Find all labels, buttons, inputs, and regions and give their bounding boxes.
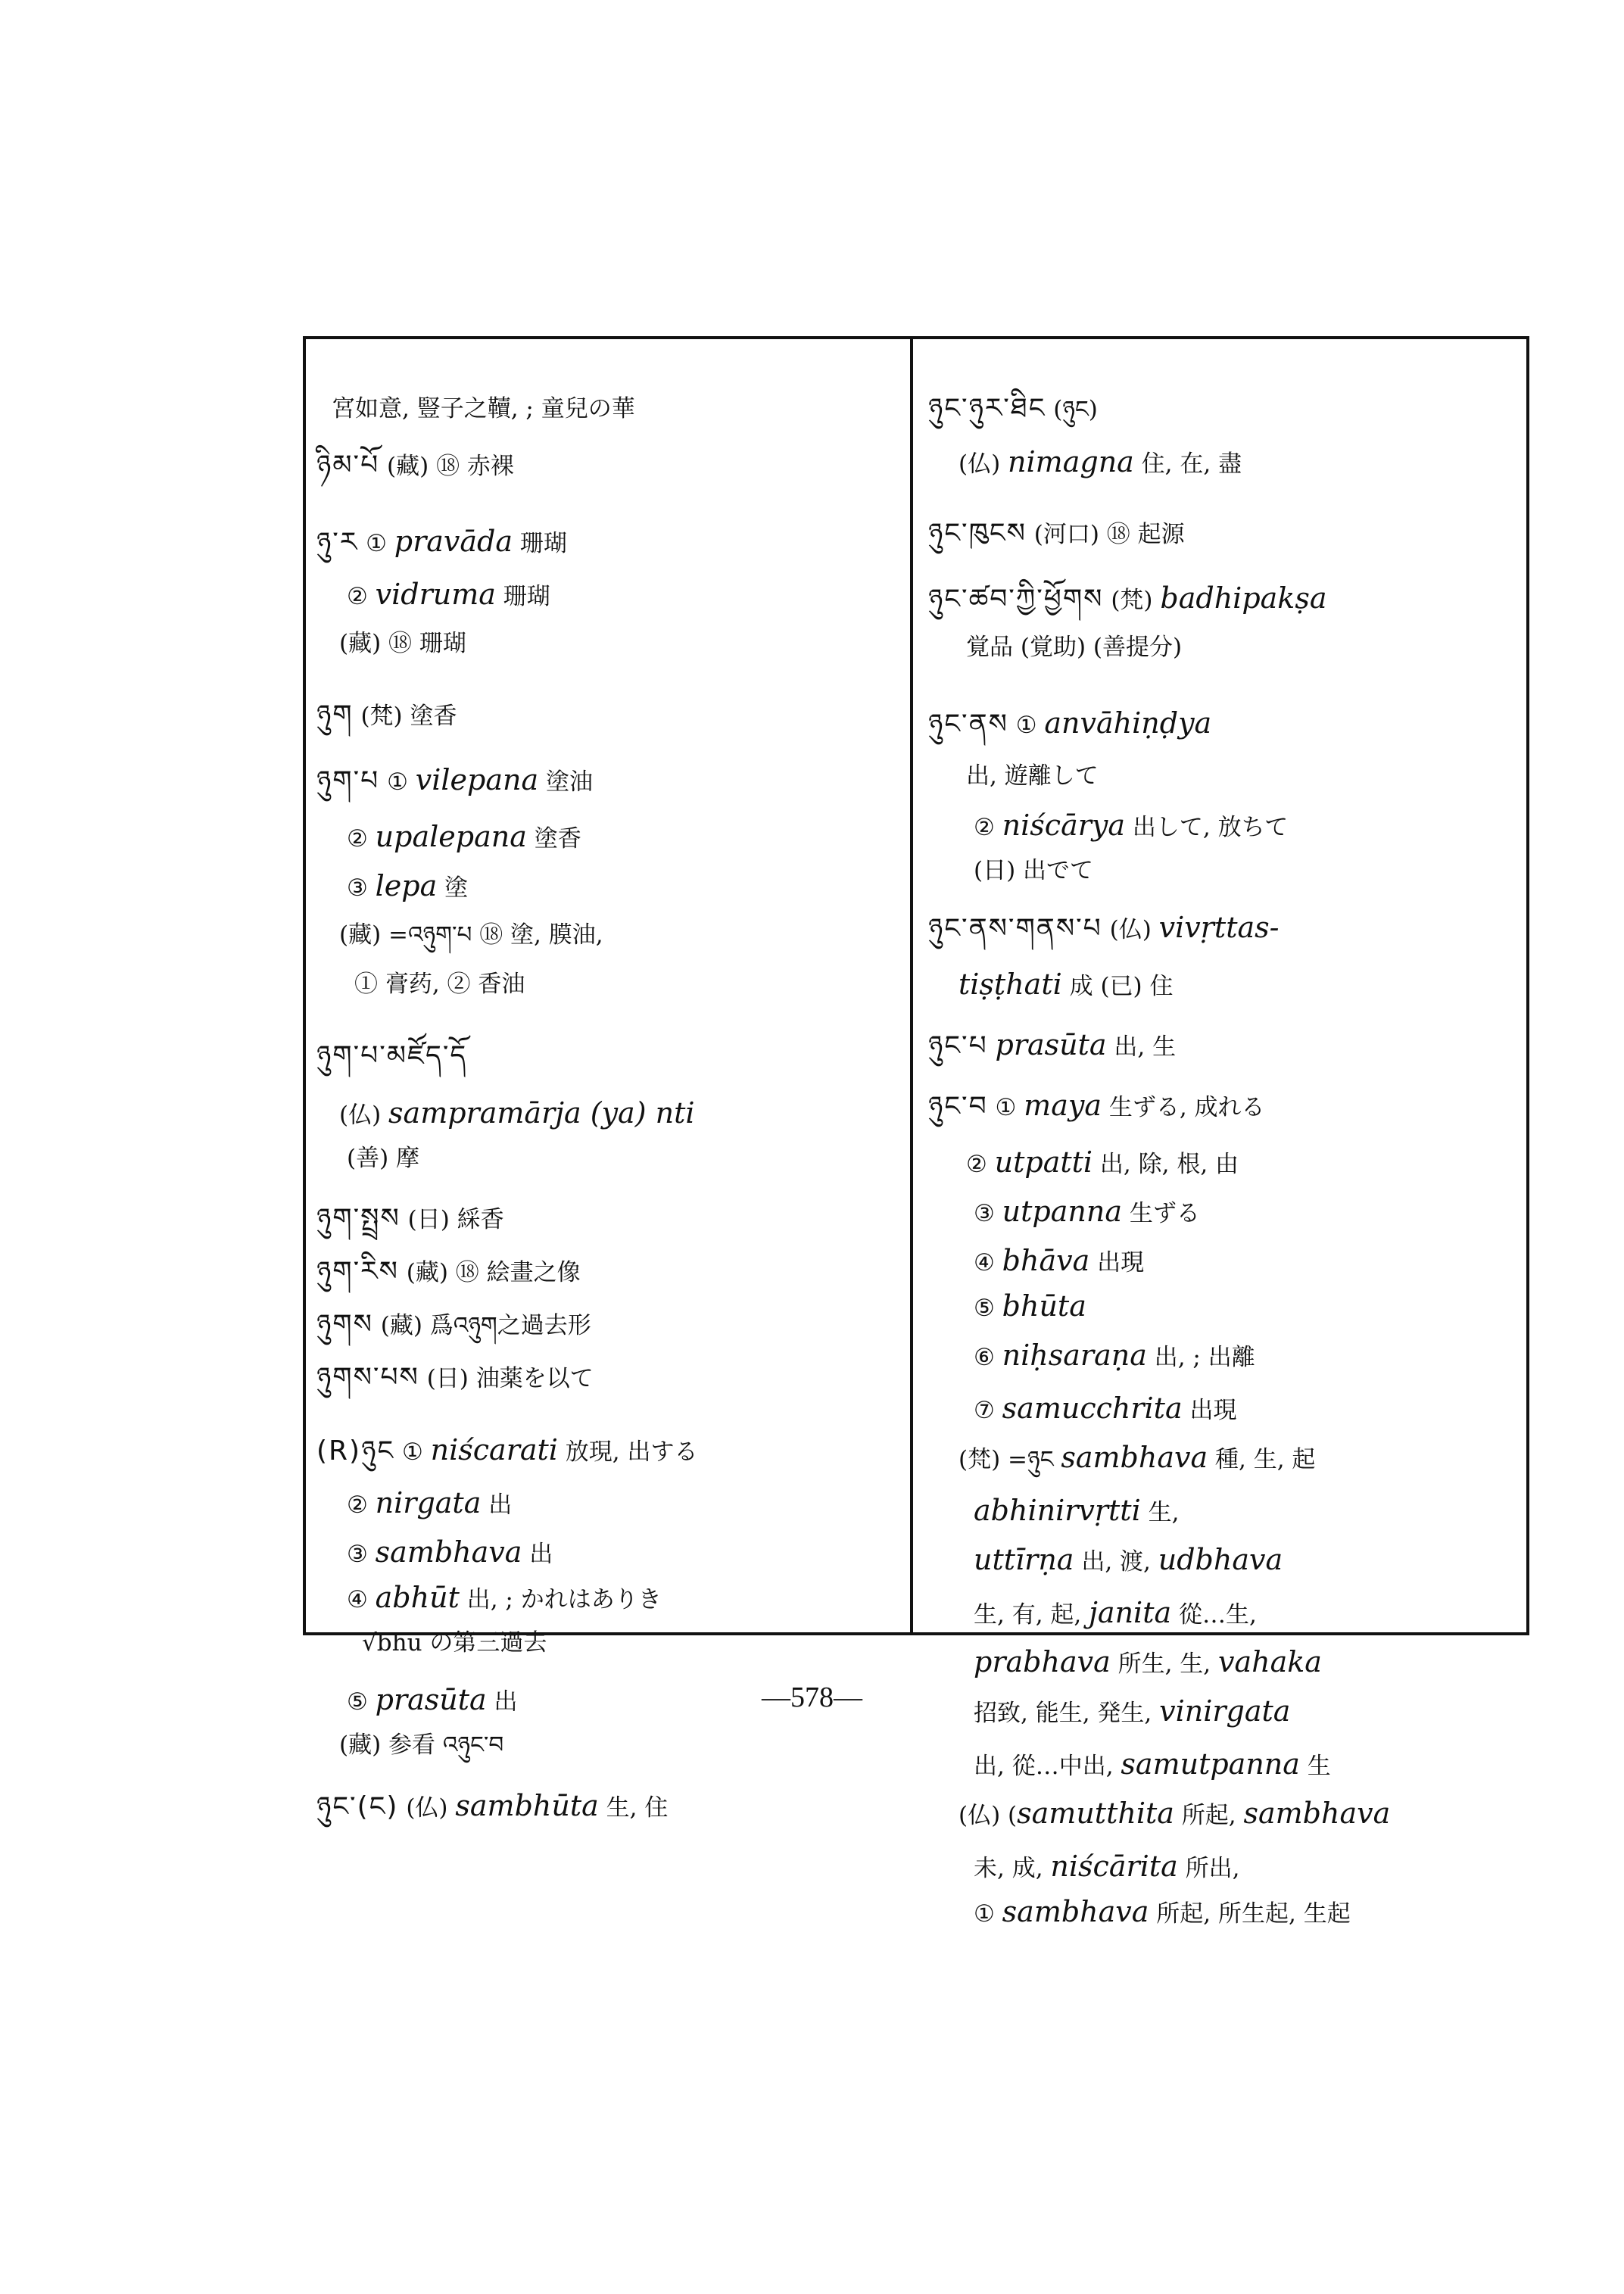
entry-text: 所生, 生, [1110,1650,1219,1678]
entry-text: 生, 住 [598,1794,669,1822]
sanskrit-term: maya [1024,1089,1102,1122]
sanskrit-term: niścārya [1002,809,1126,842]
entry-text: ⑤ [347,1688,376,1716]
right-entry-line [974,856,1093,886]
left-entry-line [339,920,603,950]
entry-text: 從…生, [1171,1601,1257,1629]
entry-text: 覚品 (覚助) (善提分) [966,634,1183,661]
entry-text: ② [966,1151,995,1178]
entry-text: ② [347,825,376,852]
entry-text: ① [358,530,394,557]
entry-text: (日) 油薬を以て [419,1365,594,1392]
entry-text: 塗 [437,874,469,902]
column-divider [910,336,913,1635]
sanskrit-term: vidruma [375,578,496,611]
entry-text: 出, ; 出離 [1146,1344,1255,1371]
sanskrit-term: prasūta [995,1028,1107,1061]
entry-text: 未, 成, [974,1855,1051,1882]
tibetan-headword: ཉུག་པ [316,765,380,796]
entry-text: 生, 有, 起, [974,1601,1089,1629]
right-entry-line [974,1749,1331,1781]
right-entry-line [974,1291,1086,1323]
tibetan-headword: ཉུང་པ [928,1030,988,1061]
left-entry-line [316,700,457,731]
entry-text: ① 膏药, ② 香油 [354,971,525,998]
sanskrit-term: vilepana [415,763,539,796]
tibetan-headword: ཉུག་སྤྲས [316,1203,401,1234]
tibetan-headword: ཉུང་བ [928,1091,988,1122]
entry-text: ① [394,1438,431,1466]
right-entry-line [928,583,1327,616]
right-entry-line [966,1147,1239,1180]
sanskrit-term: pravāda [394,525,513,558]
sanskrit-term: prabhava [974,1645,1111,1678]
tibetan-headword: ཉུང་ཚབ་ཀྱི་ཕྱོགས [928,584,1104,615]
entry-text: 出, 渡, [1074,1548,1158,1576]
sanskrit-term: abhūt [375,1581,460,1614]
tibetan-headword: ཉུགས་པས [316,1362,419,1393]
sanskrit-term: vinirgata [1159,1694,1291,1728]
left-entry-line [347,1537,553,1569]
sanskrit-term: sambhava [375,1535,522,1569]
entry-text: 生 [1299,1753,1331,1780]
right-entry-line [928,1030,1176,1062]
left-entry-line [316,1435,698,1467]
entry-text: (仏) [1102,916,1159,943]
right-entry-line [928,519,1185,550]
entry-text: ④ [974,1249,1002,1276]
entry-text: ⑥ [974,1344,1002,1371]
sanskrit-term: bhāva [1002,1244,1090,1277]
entry-text: 生ずる, 成れる [1101,1094,1265,1121]
sanskrit-term: niḥsaraṇa [1002,1339,1147,1372]
sanskrit-term: bhūta [1002,1289,1086,1323]
entry-text: 住, 在, 盡 [1133,450,1242,478]
sanskrit-term: sambhava [1002,1895,1149,1928]
tibetan-headword: ཉུང་ནས་གནས་པ [928,913,1102,944]
entry-text: 出現 [1182,1397,1237,1424]
left-entry-line [316,1363,594,1394]
sanskrit-term: sambhūta [455,1789,599,1822]
sanskrit-term: sambhava [1243,1797,1391,1830]
entry-text: 宮如意, 豎子之韇, [332,395,519,422]
sanskrit-term: vivṛttas- [1158,911,1280,944]
sanskrit-term: upalepana [375,820,527,853]
entry-text: 所起, [1174,1802,1244,1829]
entry-text: (河口) ⑱ 起源 [1026,521,1185,548]
entry-text: 生, [1140,1499,1180,1526]
left-entry-line [347,1143,419,1173]
entry-text: 出現 [1089,1249,1145,1276]
left-entry-line [354,969,525,999]
entry-text: ② [347,1491,376,1519]
sanskrit-term: sampramārja (ya) nti [388,1096,695,1130]
entry-text: 出 [486,1688,518,1716]
tibetan-headword: ཉུང་ཁུངས [928,518,1027,549]
right-entry-line [974,1597,1257,1630]
entry-text: ③ [974,1200,1002,1227]
entry-text: 出, 生 [1106,1033,1177,1061]
entry-text: ; 童兒の華 [518,395,635,422]
entry-text: 出, ; かれはありき [459,1586,662,1613]
sanskrit-term: udbhava [1158,1543,1283,1576]
entry-text: (仏) [959,450,1008,478]
entry-text: 出, 遊離して [966,762,1099,790]
entry-text: ① [974,1900,1002,1928]
entry-text: 放現, 出する [557,1438,698,1466]
left-entry-line [347,871,468,903]
right-entry-line [966,761,1099,791]
entry-text: 所起, 所生起, 生起 [1149,1900,1351,1928]
sanskrit-term: samucchrita [1002,1392,1183,1425]
entry-text: (藏) 参看 འཉུང་བ [339,1731,504,1759]
right-entry-line [959,1798,1390,1831]
entry-text: (日) 出でて [974,857,1094,884]
entry-text: (ཉུང) [1046,396,1098,423]
entry-text [988,1033,996,1061]
right-entry-line [966,632,1182,662]
sanskrit-term: nimagna [1008,445,1134,478]
entry-text: ② [347,583,376,610]
right-entry-line [959,1442,1315,1475]
entry-text: (仏) [398,1794,456,1822]
entry-text: (藏) ⑱ 絵畫之像 [398,1259,581,1286]
left-entry-line [316,450,514,482]
right-entry-line [974,1544,1283,1577]
sanskrit-term: niścarati [430,1433,558,1466]
sanskrit-term: abhinirvṛtti [974,1494,1141,1527]
entry-text: 出 [522,1541,553,1568]
entry-text: ① [379,768,416,796]
entry-text: 塗香 [526,825,581,852]
sanskrit-term: prasūta [375,1683,487,1716]
sanskrit-term: niścārita [1050,1850,1178,1883]
tibetan-headword: ཉིམ་པོ [316,450,380,481]
page-number: —578— [762,1682,862,1713]
right-entry-line [974,1897,1351,1929]
entry-text: ① [987,1094,1024,1121]
entry-text: ① [1008,712,1045,739]
entry-text: (藏) 爲འཉུག之過去形 [372,1312,591,1339]
entry-text: 出, 除, 根, 由 [1093,1151,1239,1178]
left-entry-line [362,1628,547,1658]
right-entry-line [959,447,1242,479]
right-entry-line [928,708,1211,740]
right-entry-line [974,1245,1144,1278]
left-entry-line [316,1791,668,1823]
sanskrit-term: janita [1089,1596,1172,1629]
entry-text: 出して, 放ちて [1125,814,1289,841]
right-entry-line [974,1495,1179,1528]
tibetan-headword: ཉུག་པ་མཛོད་དོ [316,1040,468,1071]
left-entry-line [339,1098,695,1130]
sanskrit-term: utpatti [994,1145,1093,1179]
sanskrit-term: lepa [375,869,438,902]
right-entry-line [974,810,1288,843]
sanskrit-term: badhipakṣa [1160,581,1327,615]
sanskrit-term: tiṣṭhati [959,968,1062,1001]
tibetan-headword: ཉུང་ནས [928,709,1008,740]
entry-text: √bhū の第三過去 [362,1629,547,1657]
right-entry-line [928,912,1279,945]
left-entry-line [316,1257,581,1288]
left-entry-line [316,526,567,559]
tibetan-headword: ཉུགས [316,1309,373,1340]
left-entry-line [347,821,581,854]
entry-text: (梵) =ཉུང [959,1446,1054,1473]
tibetan-headword: (R)ཉུང [316,1435,395,1466]
entry-text: (藏) =འཉུག་པ [339,921,472,949]
entry-text: ③ [347,1541,376,1568]
entry-text: (梵) [1103,587,1161,614]
tibetan-headword: ཉུག་རིས [316,1256,399,1287]
entry-text: ② [974,814,1002,841]
sanskrit-term: anvāhiṇḍya [1044,706,1212,740]
entry-text: 種, 生, 起 [1208,1446,1316,1473]
entry-text: (藏) ⑱ 赤裸 [379,453,514,480]
right-entry-line [974,1647,1322,1679]
sanskrit-term: samutpanna [1121,1747,1300,1781]
entry-text: (藏) ⑱ 珊瑚 [339,630,466,657]
left-entry-line [339,1730,503,1760]
left-entry-line [316,1204,504,1235]
entry-text: 珊瑚 [495,583,550,610]
entry-text: ⑱ 塗, 膜油, [472,921,603,949]
sanskrit-term: sambhava [1061,1441,1208,1474]
entry-text: ⑦ [974,1397,1002,1424]
sanskrit-term: samutthita [1017,1797,1174,1830]
left-entry-line [332,394,635,424]
left-entry-line [347,1582,662,1615]
entry-text: 塗油 [538,768,593,796]
entry-text [1054,1446,1061,1473]
right-entry-line [974,1340,1255,1373]
entry-text: 出 [481,1491,513,1519]
sanskrit-term: nirgata [375,1486,482,1519]
right-entry-line [959,969,1174,1002]
entry-text: (梵) 塗香 [353,703,457,730]
tibetan-headword: ཉུ་ར [316,527,359,558]
entry-text: ④ [347,1586,376,1613]
entry-text: 生ずる [1121,1200,1200,1227]
entry-text: 成 (已) 住 [1061,973,1174,1000]
left-entry-line [316,1041,467,1072]
left-entry-line [347,1488,512,1520]
entry-text: 出, 從…中出, [974,1753,1121,1780]
entry-text: ③ [347,874,376,902]
left-entry-line [316,765,593,797]
right-entry-line [974,1393,1236,1426]
entry-text: (仏) [339,1102,389,1129]
tibetan-headword: ཉུང་(ང) [316,1791,399,1822]
right-entry-line [974,1196,1200,1229]
right-entry-line [928,1090,1265,1123]
tibetan-headword: ཉུང་ཉུར་ཐིང [928,393,1046,424]
entry-text: 招致, 能生, 発生, [974,1700,1160,1727]
entry-text: (仏) ( [959,1802,1018,1829]
left-entry-line [347,579,550,612]
left-entry-line [316,1310,591,1341]
sanskrit-term: utpanna [1002,1195,1122,1228]
tibetan-headword: ཉུག [316,700,354,731]
sanskrit-term: vahaka [1218,1645,1322,1678]
right-entry-line [928,394,1098,425]
entry-text: (善) 摩 [347,1145,420,1172]
right-entry-line [974,1851,1239,1884]
entry-text: 珊瑚 [513,530,567,557]
entry-text: (日) 綵香 [400,1206,504,1233]
entry-text: ⑤ [974,1295,1002,1322]
entry-text: 所出, [1177,1855,1240,1882]
left-entry-line [339,628,466,659]
sanskrit-term: uttīrṇa [974,1543,1074,1576]
